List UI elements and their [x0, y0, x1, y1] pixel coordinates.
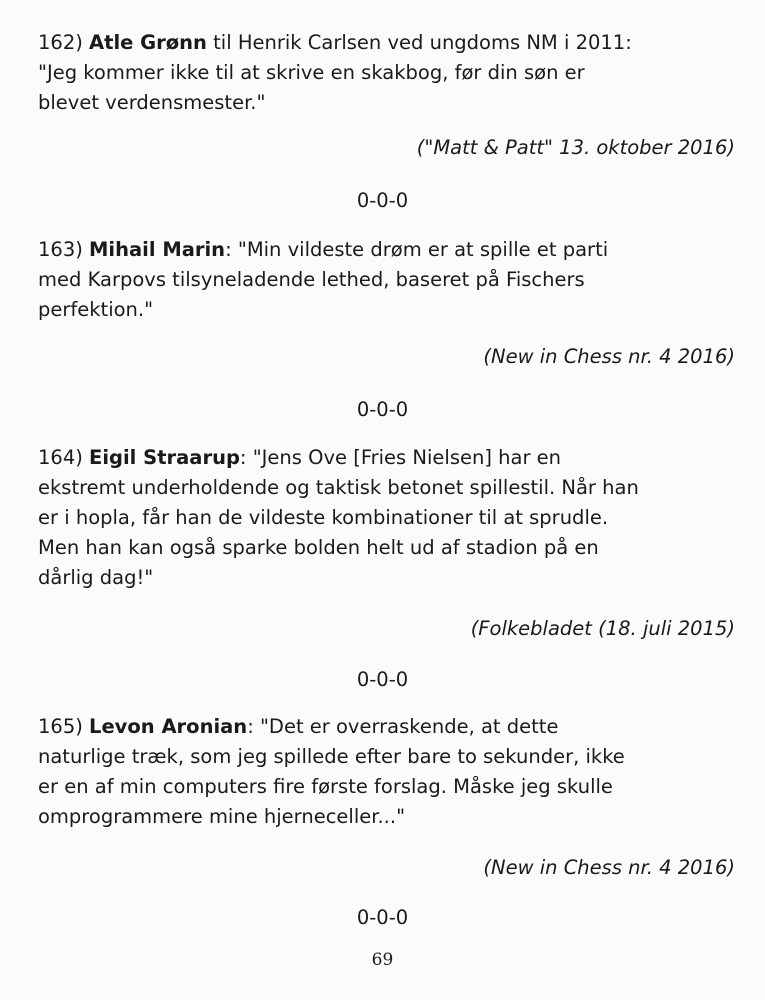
- speaker-name: Levon Aronian: [89, 715, 248, 738]
- speaker-name: Atle Grønn: [89, 31, 207, 54]
- quote-line: omprogrammere mine hjerneceller...": [38, 805, 406, 828]
- separator: 0-0-0: [356, 189, 409, 212]
- quote-intro: til Henrik Carlsen ved ungdoms NM i 2011:: [206, 31, 632, 54]
- quote-intro: : "Min vildeste drøm er at spille et parti: [225, 238, 609, 261]
- separator: 0-0-0: [356, 668, 409, 691]
- quote-line: naturlige træk, som jeg spillede efter bare to sekunder, ikke: [38, 745, 625, 768]
- quote-first-line: [38, 712, 738, 742]
- quote-first-line: [38, 28, 738, 58]
- quote-first-line: [38, 443, 738, 473]
- speaker-name: Eigil Straarup: [89, 446, 240, 469]
- speaker-name: Mihail Marin: [89, 238, 226, 261]
- quote-number: 162): [38, 31, 83, 54]
- quote-line: perfektion.": [38, 298, 154, 321]
- quote-line: Men han kan også sparke bolden helt ud af stadion på en: [38, 536, 599, 559]
- quote-intro: : "Jens Ove [Fries Nielsen] har en: [239, 446, 562, 469]
- separator: 0-0-0: [356, 398, 409, 421]
- quote-162: [38, 28, 738, 118]
- quote-intro: : "Det er overraskende, at dette: [247, 715, 559, 738]
- quote-line: er en af min computers fire første forslag. Måske jeg skulle: [38, 775, 613, 798]
- quote-line: blevet verdensmester.": [38, 91, 266, 114]
- page-number: 69: [371, 950, 394, 970]
- quote-number: 164): [38, 446, 83, 469]
- quote-line: med Karpovs tilsyneladende lethed, baseret på Fischers: [38, 268, 585, 291]
- quote-number: 163): [38, 238, 83, 261]
- quote-first-line: [38, 235, 738, 265]
- quote-165: [38, 712, 738, 832]
- quote-source: (New in Chess nr. 4 2016): [483, 345, 735, 368]
- quote-164: [38, 443, 738, 593]
- quote-number: 165): [38, 715, 83, 738]
- quote-line: ekstremt underholdende og taktisk betonet spillestil. Når han: [38, 476, 639, 499]
- quote-163: [38, 235, 738, 325]
- quote-line: dårlig dag!": [38, 566, 154, 589]
- quote-line: er i hopla, får han de vildeste kombinationer til at sprudle.: [38, 506, 609, 529]
- separator: 0-0-0: [356, 906, 409, 929]
- quote-source: (New in Chess nr. 4 2016): [483, 856, 735, 879]
- quote-line: "Jeg kommer ikke til at skrive en skakbog, før din søn er: [38, 61, 585, 84]
- quote-source: (Folkebladet (18. juli 2015): [470, 617, 735, 640]
- quote-source: ("Matt & Patt" 13. oktober 2016): [416, 136, 735, 159]
